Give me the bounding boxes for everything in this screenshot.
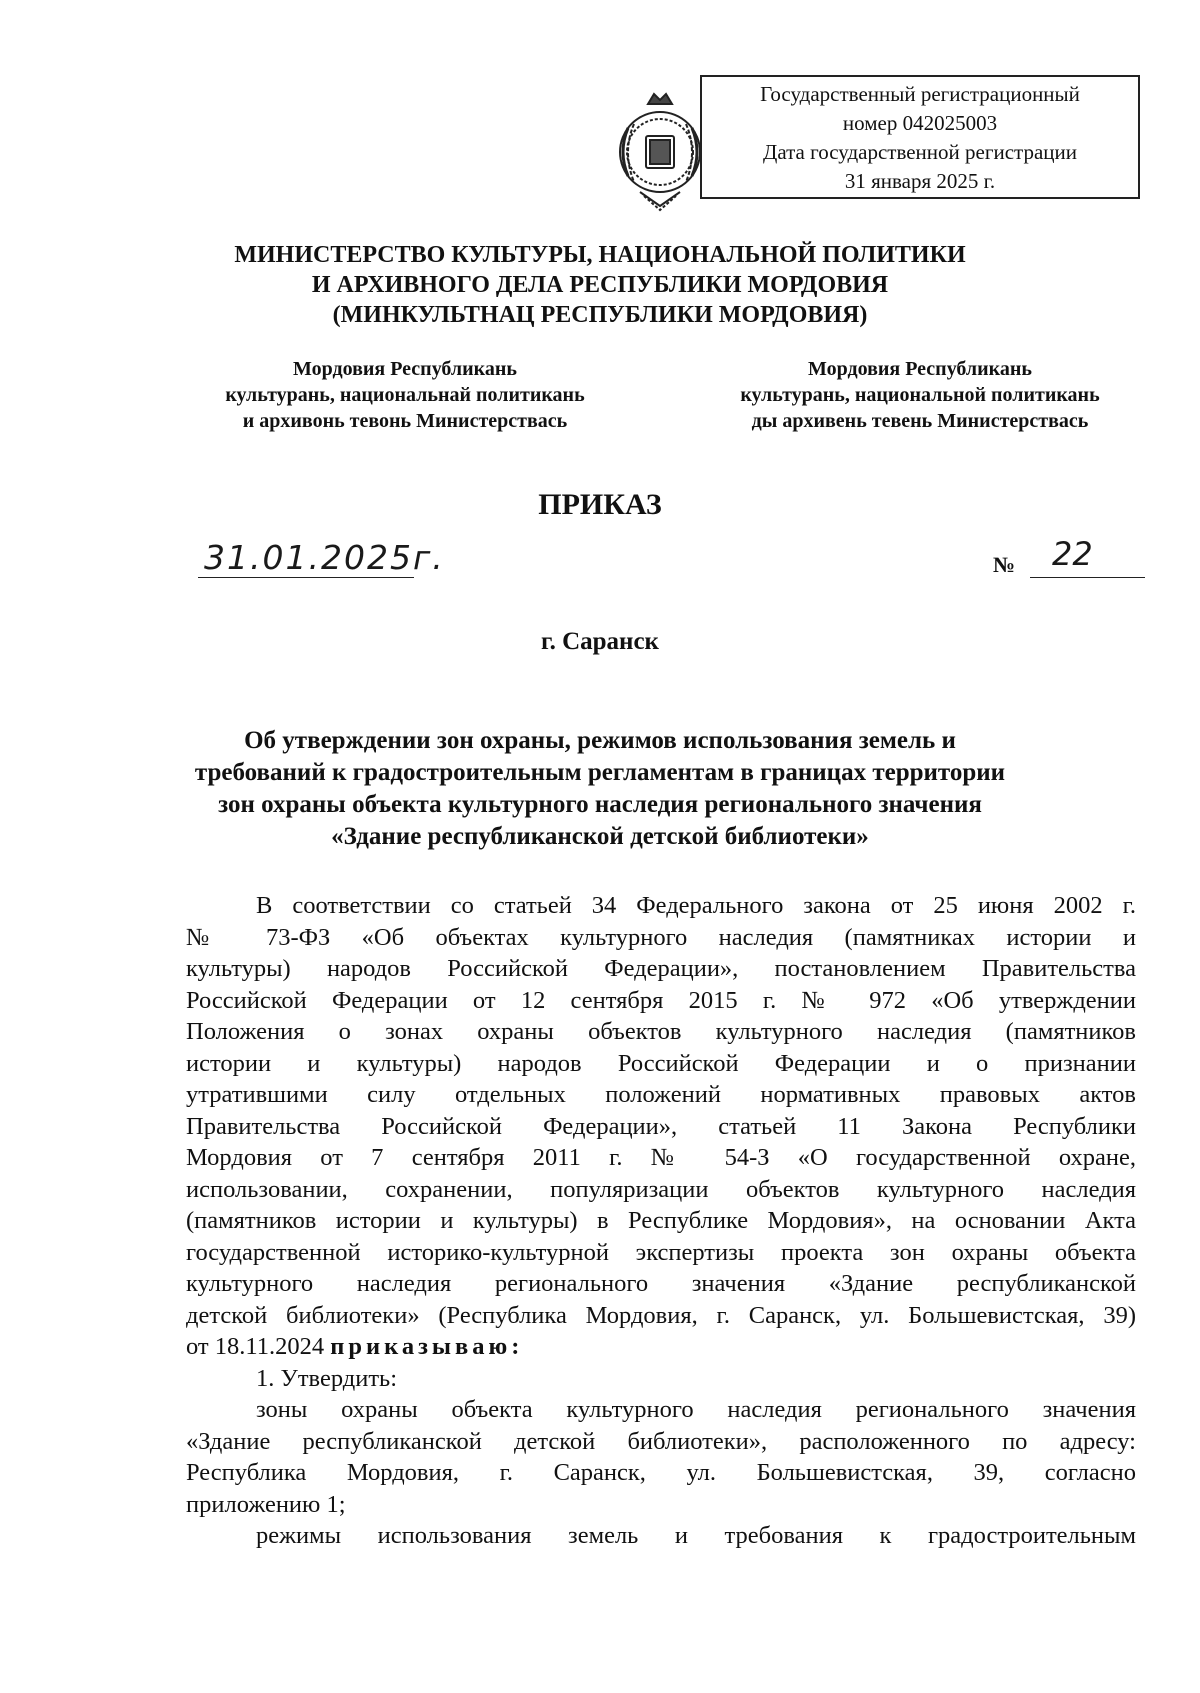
order-basis-date: от 18.11.2024 (186, 1333, 325, 1360)
coat-of-arms-emblem (610, 88, 710, 212)
number-label: № (993, 552, 1016, 577)
document-title: ПРИКАЗ (538, 488, 662, 521)
ministry-line-1: МИНИСТЕРСТВО КУЛЬТУРЫ, НАЦИОНАЛЬНОЙ ПОЛИТИКИ (234, 242, 966, 268)
mordovian-left-line-2: культурань, национальнай политикань (225, 384, 585, 406)
document-body (186, 890, 1136, 1552)
body-line: зоны охраны объекта культурного наследия регионального значения (256, 1396, 1136, 1423)
order-subject (0, 725, 1200, 853)
handwritten-date: 31.01.2025г. (198, 538, 414, 578)
body-line-order (186, 1331, 1136, 1363)
mordovian-left-line-3: и архивонь тевонь Министерствась (242, 410, 568, 432)
subject-line-3: зон охраны объекта культурного наследия регионального значения (218, 791, 982, 818)
body-line: использовании, сохранении, популяризации объектов культурного наследия (186, 1175, 1136, 1203)
mordovian-right-line-2: культурань, национальной политикань (740, 384, 1100, 406)
subject-line-1: Об утверждении зон охраны, режимов использования земель и (244, 727, 956, 754)
handwritten-number: 22 (1052, 535, 1093, 573)
mordovian-name-right (690, 356, 1150, 434)
body-line: государственной историко-культурной экспертизы проекта зон охраны объекта (186, 1238, 1136, 1266)
registration-date: 31 января 2025 г. (844, 169, 996, 193)
subject-line-2: требований к градостроительным регламентам в границах территории (194, 759, 1006, 786)
body-line: (памятников истории и культуры) в Республике Мордовия», на основании Акта (186, 1207, 1136, 1234)
body-line: приложению 1; (186, 1490, 346, 1518)
subject-line-4: «Здание республиканской детской библиотеки» (331, 823, 869, 850)
ministry-header (0, 240, 1200, 330)
registration-line-1: Государственный регистрационный (760, 82, 1080, 106)
mordovian-right-line-3: ды архивень тевень Министерствась (751, 410, 1089, 432)
ministry-line-3: (МИНКУЛЬТНАЦ РЕСПУБЛИКИ МОРДОВИЯ) (332, 302, 868, 328)
body-line: В соответствии со статьей 34 Федерального закона от 25 июня 2002 г. (256, 892, 1136, 919)
body-line: детской библиотеки» (Республика Мордовия, г. Саранск, ул. Большевистская, 39) (186, 1301, 1136, 1329)
body-line: Мордовия от 7 сентября 2011 г. № 54-З «О государственной охране, (186, 1144, 1136, 1171)
body-line: Российской Федерации от 12 сентября 2015 г. № 972 «Об утверждении (186, 986, 1136, 1014)
ministry-line-2: И АРХИВНОГО ДЕЛА РЕСПУБЛИКИ МОРДОВИЯ (311, 272, 889, 298)
registration-line-3: Дата государственной регистрации (763, 140, 1077, 164)
number-underline (1030, 577, 1145, 578)
body-line: культурного наследия регионального значения «Здание республиканской (186, 1270, 1136, 1297)
registration-number: номер 042025003 (842, 111, 998, 135)
body-line: Положения о зонах охраны объектов культурного наследия (памятников (186, 1018, 1136, 1045)
body-line: Республика Мордовия, г. Саранск, ул. Большевистская, 39, согласно (186, 1459, 1136, 1486)
registration-stamp-box (700, 75, 1140, 199)
body-line: режимы использования земель и требования к градостроительным (256, 1522, 1136, 1549)
item-1: 1. Утвердить: (256, 1364, 398, 1392)
mordovian-left-line-1: Мордовия Республикань (292, 358, 517, 380)
body-line: культуры) народов Российской Федерации», постановлением Правительства (186, 955, 1136, 982)
city: г. Саранск (541, 628, 659, 655)
body-line: «Здание республиканской детской библиотеки», расположенного по адресу: (186, 1427, 1136, 1455)
body-line: Правительства Российской Федерации», статьей 11 Закона Республики (186, 1112, 1136, 1140)
body-line: № 73-ФЗ «Об объектах культурного наследия (памятниках истории и (186, 923, 1136, 951)
mordovian-name-left (175, 356, 635, 434)
body-line: утратившими силу отдельных положений нормативных правовых актов (186, 1081, 1136, 1108)
mordovian-right-line-1: Мордовия Республикань (807, 358, 1032, 380)
order-directive: приказываю: (330, 1333, 524, 1360)
body-line: истории и культуры) народов Российской Федерации и о признании (186, 1049, 1136, 1077)
